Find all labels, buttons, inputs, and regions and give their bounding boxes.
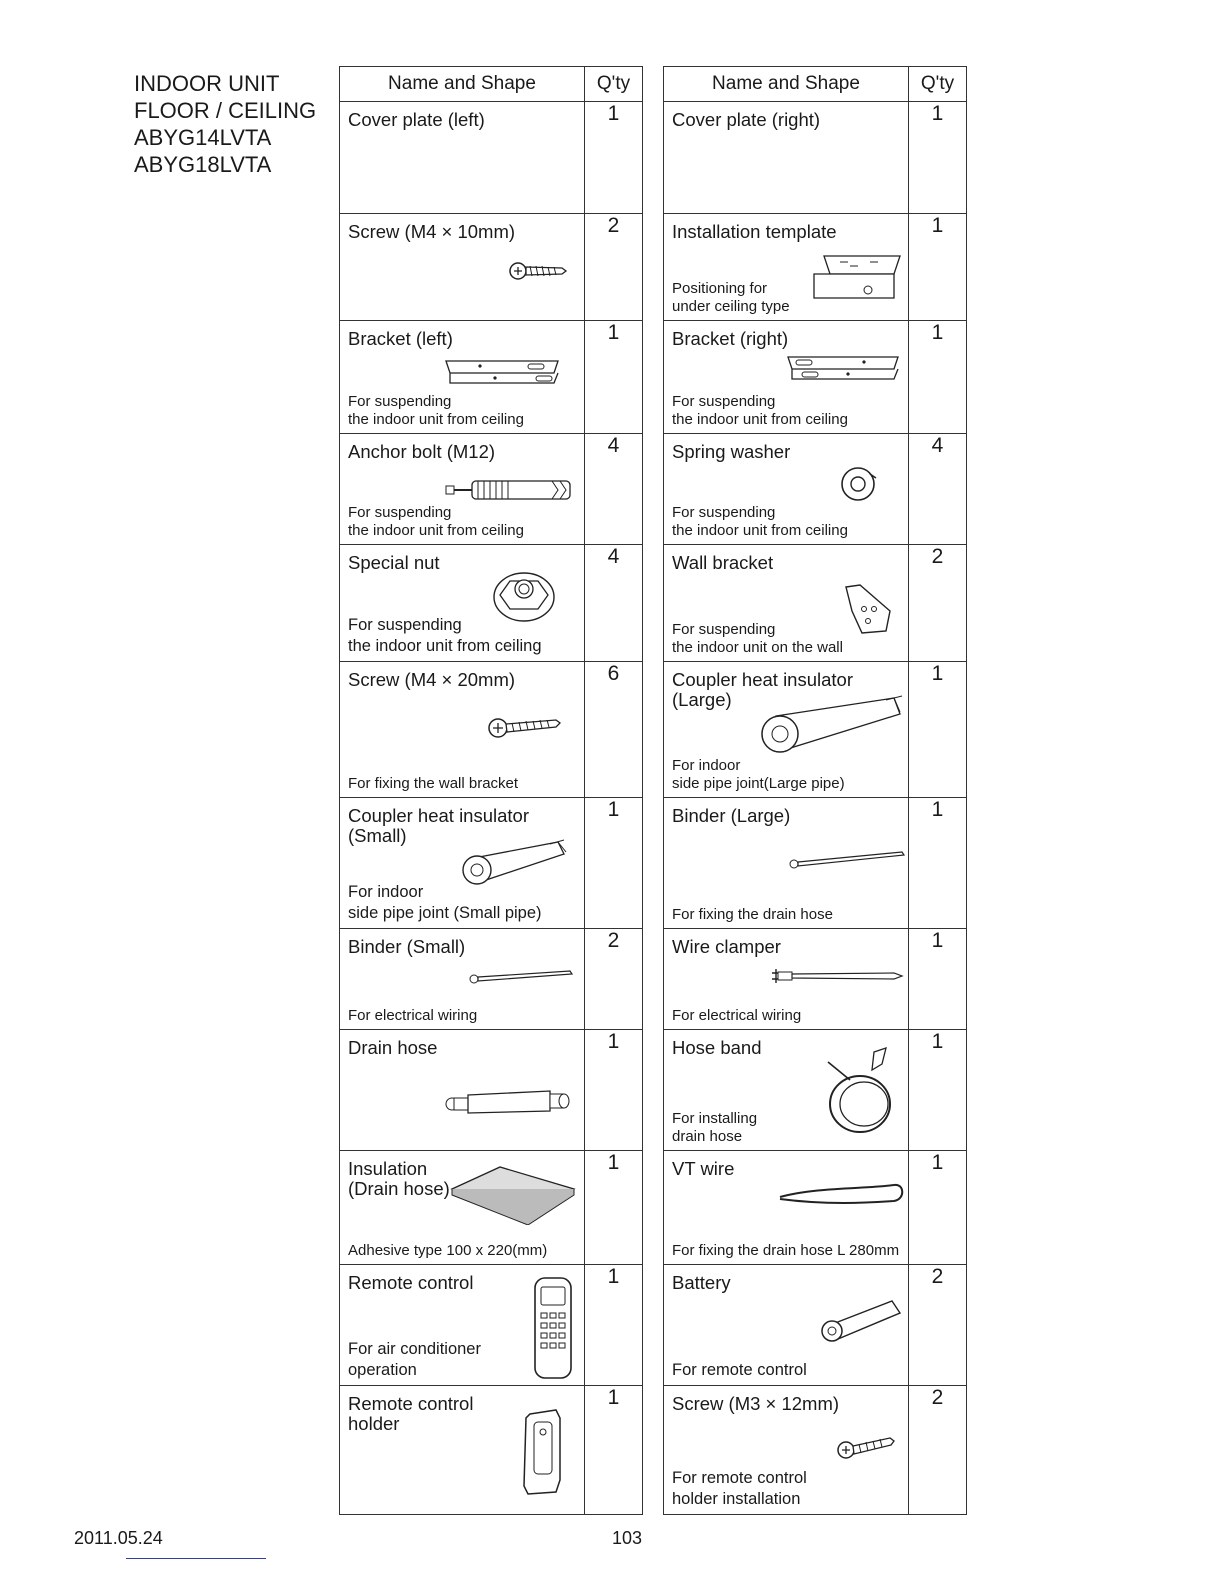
part-qty: 1 <box>585 321 643 434</box>
part-cell <box>664 214 909 321</box>
part-cell <box>664 102 909 214</box>
part-cell <box>664 1030 909 1151</box>
part-name: Screw (M4 × 20mm) <box>348 669 516 690</box>
table-row <box>664 1265 967 1386</box>
part-qty: 1 <box>909 798 967 929</box>
table-row <box>340 929 643 1030</box>
part-cell <box>340 798 585 929</box>
table-row <box>664 321 967 434</box>
header-name-shape: Name and Shape <box>664 67 909 102</box>
part-note: Positioning for under ceiling type <box>672 280 790 315</box>
hose-band-icon <box>824 1046 900 1136</box>
part-qty: 2 <box>909 545 967 662</box>
footer-rule <box>126 1558 266 1559</box>
part-cell <box>340 1151 585 1265</box>
part-cell-body <box>664 434 908 544</box>
part-note: For installing drain hose <box>672 1110 758 1145</box>
part-cell-body <box>664 929 908 1029</box>
part-name: Spring washer <box>672 441 791 462</box>
title-line: INDOOR UNIT <box>134 71 280 96</box>
table-row <box>664 434 967 545</box>
binder-icon <box>784 848 906 874</box>
title-line: FLOOR / CEILING <box>134 98 317 123</box>
table-row <box>340 1030 643 1151</box>
table-row <box>340 214 643 321</box>
part-name: Cover plate (right) <box>672 109 821 130</box>
part-qty: 1 <box>909 214 967 321</box>
part-name: Coupler heat insulator (Small) <box>348 805 529 846</box>
table-row <box>664 798 967 929</box>
part-name: Remote control holder <box>348 1393 474 1434</box>
part-qty: 2 <box>909 1265 967 1386</box>
part-qty: 1 <box>585 1265 643 1386</box>
table-row <box>664 214 967 321</box>
part-cell-body <box>340 214 584 320</box>
part-cell-body <box>340 1265 584 1385</box>
part-cell <box>340 1386 585 1515</box>
part-cell <box>664 1151 909 1265</box>
part-name: Installation template <box>672 221 837 242</box>
part-name: Cover plate (left) <box>348 109 485 130</box>
vt-wire-icon <box>776 1177 906 1213</box>
part-name: Wire clamper <box>672 936 781 957</box>
table-row <box>340 545 643 662</box>
part-cell-body <box>340 798 584 928</box>
part-name: Remote control <box>348 1272 474 1293</box>
battery-icon <box>814 1295 904 1345</box>
table-row <box>340 102 643 214</box>
header-row <box>664 67 967 102</box>
screw-icon <box>486 710 562 746</box>
table-row <box>664 662 967 798</box>
part-qty: 4 <box>585 545 643 662</box>
drain-hose-icon <box>440 1082 574 1122</box>
part-qty: 4 <box>585 434 643 545</box>
header-qty: Q'ty <box>585 67 643 102</box>
special-nut-icon <box>490 563 558 623</box>
table-row <box>340 1151 643 1265</box>
part-cell <box>664 545 909 662</box>
part-qty: 1 <box>909 1030 967 1151</box>
part-note: For suspending the indoor unit from ceiling <box>672 504 848 539</box>
part-note: For fixing the drain hose <box>672 906 833 923</box>
heat-insulator-icon <box>454 838 572 888</box>
part-name: Anchor bolt (M12) <box>348 441 496 462</box>
screw-icon <box>836 1430 898 1464</box>
part-qty: 1 <box>909 321 967 434</box>
bracket-icon <box>440 355 565 389</box>
part-cell <box>340 434 585 545</box>
part-qty: 1 <box>585 1151 643 1265</box>
table-row <box>340 434 643 545</box>
template-icon <box>810 252 904 302</box>
part-cell-body <box>340 102 584 213</box>
footer-date: 2011.05.24 <box>74 1528 163 1548</box>
part-note: For suspending the indoor unit from ceiling <box>348 393 524 428</box>
part-note: For fixing the drain hose L 280mm <box>672 1242 900 1259</box>
part-name: Drain hose <box>348 1037 438 1058</box>
part-cell <box>664 929 909 1030</box>
bracket-icon <box>782 351 904 385</box>
parts-table-right <box>663 66 967 1515</box>
part-cell-body <box>340 1030 584 1150</box>
part-qty: 1 <box>909 102 967 214</box>
part-qty: 4 <box>909 434 967 545</box>
part-cell-body <box>340 929 584 1029</box>
part-note: For air conditioner operation <box>348 1340 481 1379</box>
part-qty: 2 <box>909 1386 967 1515</box>
part-name: Binder (Large) <box>672 805 791 826</box>
part-qty: 1 <box>585 102 643 214</box>
part-qty: 2 <box>585 929 643 1030</box>
binder-icon <box>466 967 576 987</box>
table-row <box>340 1386 643 1515</box>
table-row <box>340 662 643 798</box>
part-qty: 2 <box>585 214 643 321</box>
parts-table-left <box>339 66 643 1515</box>
table-row <box>664 102 967 214</box>
part-cell-body <box>340 1151 584 1264</box>
screw-icon <box>508 254 568 288</box>
part-note: For remote control holder installation <box>672 1469 807 1508</box>
part-name: Screw (M4 × 10mm) <box>348 221 516 242</box>
title-line: ABYG14LVTA <box>134 125 272 150</box>
page-title <box>134 70 316 178</box>
part-name: Binder (Small) <box>348 936 466 957</box>
part-name: VT wire <box>672 1158 735 1179</box>
part-cell <box>340 1265 585 1386</box>
part-cell-body <box>664 545 908 661</box>
part-cell <box>664 434 909 545</box>
anchor-bolt-icon <box>444 478 574 502</box>
part-note: For electrical wiring <box>348 1007 478 1024</box>
part-note: For suspending the indoor unit on the wall <box>672 621 843 656</box>
table-row <box>664 1386 967 1515</box>
part-cell <box>664 321 909 434</box>
part-note: For electrical wiring <box>672 1007 802 1024</box>
part-qty: 1 <box>909 929 967 1030</box>
heat-insulator-icon <box>754 692 904 756</box>
part-qty: 1 <box>909 1151 967 1265</box>
title-line: ABYG18LVTA <box>134 152 272 177</box>
part-qty: 1 <box>909 662 967 798</box>
part-qty: 1 <box>585 1030 643 1151</box>
part-note: For suspending the indoor unit from ceiling <box>348 504 524 539</box>
part-cell-body <box>340 545 584 661</box>
spring-washer-icon <box>836 464 880 504</box>
part-name: Special nut <box>348 552 440 573</box>
part-cell <box>340 102 585 214</box>
part-cell-body <box>664 1265 908 1385</box>
part-cell-body <box>664 662 908 797</box>
part-cell <box>664 1265 909 1386</box>
remote-control-icon <box>532 1275 574 1381</box>
part-cell-body <box>340 662 584 797</box>
page-number: 103 <box>612 1528 643 1548</box>
part-qty: 1 <box>585 1386 643 1515</box>
part-cell-body <box>340 434 584 544</box>
part-qty: 6 <box>585 662 643 798</box>
header-row <box>340 67 643 102</box>
part-name: Insulation (Drain hose) <box>348 1158 450 1199</box>
part-cell-body <box>664 1151 908 1264</box>
part-note: For suspending the indoor unit from ceiling <box>348 616 542 655</box>
part-cell <box>340 1030 585 1151</box>
table-row <box>340 798 643 929</box>
part-note: For indoor side pipe joint(Large pipe) <box>672 757 845 792</box>
part-note: For suspending the indoor unit from ceiling <box>672 393 848 428</box>
wire-clamper-icon <box>770 965 906 987</box>
insulation-pad-icon <box>448 1163 578 1225</box>
table-row <box>340 1265 643 1386</box>
part-cell-body <box>664 102 908 213</box>
part-cell-body <box>340 321 584 433</box>
part-cell-body <box>664 798 908 928</box>
table-row <box>664 1151 967 1265</box>
part-cell-body <box>664 321 908 433</box>
part-name: Wall bracket <box>672 552 774 573</box>
part-cell <box>664 662 909 798</box>
wall-bracket-icon <box>840 581 896 635</box>
table-row <box>340 321 643 434</box>
part-name: Bracket (right) <box>672 328 789 349</box>
remote-holder-icon <box>520 1408 566 1498</box>
part-cell-body <box>664 1386 908 1514</box>
part-cell <box>340 321 585 434</box>
part-cell <box>664 1386 909 1515</box>
header-qty: Q'ty <box>909 67 967 102</box>
part-cell-body <box>664 214 908 320</box>
part-qty: 1 <box>585 798 643 929</box>
part-note: For indoor side pipe joint (Small pipe) <box>348 883 542 922</box>
part-note: For remote control <box>672 1361 807 1379</box>
part-note: Adhesive type 100 x 220(mm) <box>348 1242 548 1259</box>
table-row <box>664 545 967 662</box>
part-cell <box>340 662 585 798</box>
header-name-shape: Name and Shape <box>340 67 585 102</box>
part-name: Bracket (left) <box>348 328 453 349</box>
part-cell <box>340 214 585 321</box>
part-cell <box>340 929 585 1030</box>
part-cell-body <box>664 1030 908 1150</box>
table-row <box>664 1030 967 1151</box>
part-name: Screw (M3 × 12mm) <box>672 1393 840 1414</box>
part-name: Battery <box>672 1272 731 1293</box>
table-row <box>664 929 967 1030</box>
part-cell <box>340 545 585 662</box>
part-cell <box>664 798 909 929</box>
part-name: Coupler heat insulator (Large) <box>672 669 853 710</box>
part-note: For fixing the wall bracket <box>348 775 519 792</box>
part-cell-body <box>340 1386 584 1514</box>
part-name: Hose band <box>672 1037 762 1058</box>
